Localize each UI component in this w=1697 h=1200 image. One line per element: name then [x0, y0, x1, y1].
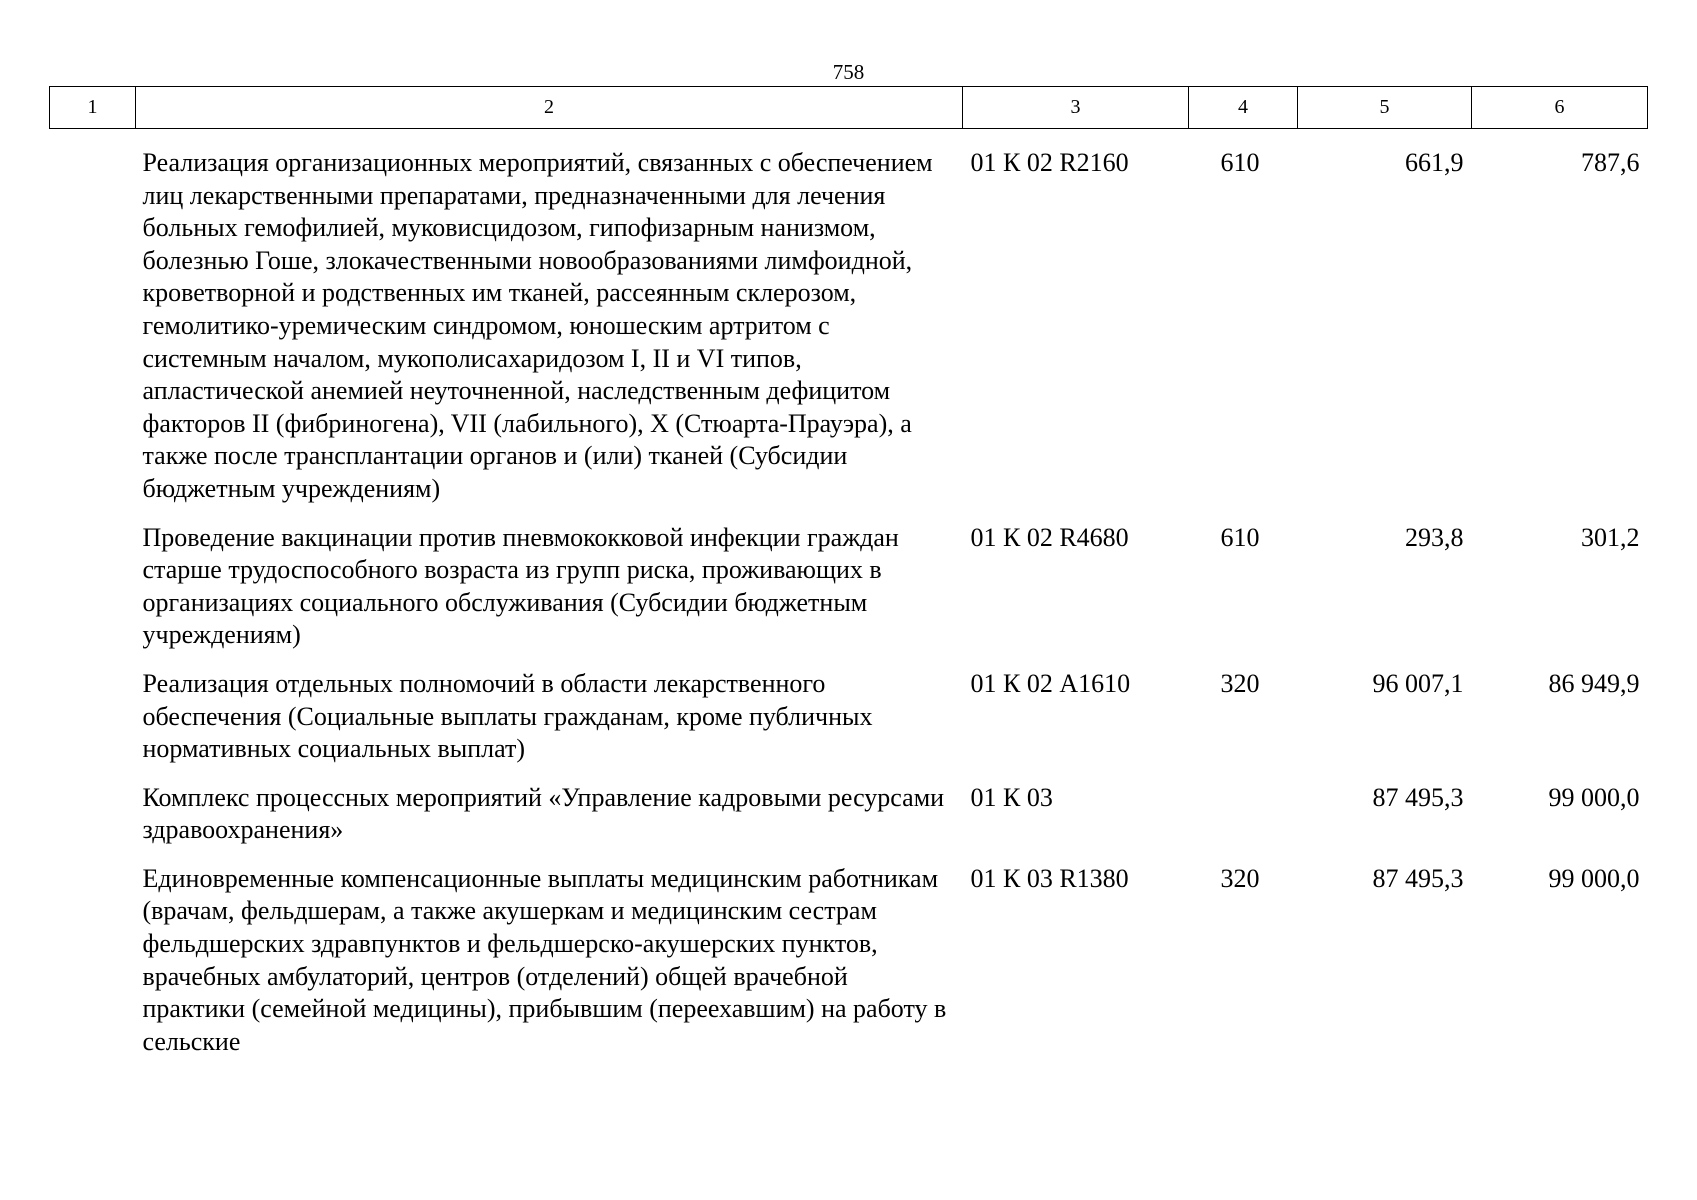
row-value-6: 787,6: [1581, 148, 1640, 177]
row-value-6: 301,2: [1581, 522, 1640, 552]
row-value-6: 99 000,0: [1548, 863, 1640, 893]
table-row: [50, 668, 1648, 782]
empty-cell: [50, 129, 136, 522]
row-value-5: 293,8: [1405, 522, 1464, 552]
row-name: Единовременные компенсационные выплаты медицинским работникам (врачам, фельдшерам, а также акушеркам и медицинским сестрам фельдшерских здравпунктов и фельдшерско-акушерских пунктов, врачебных амбулаторий, центров (отделений) общей врачебной практики (семейной медицины), прибывшим (переехавшим) на работу в сельские: [142, 863, 947, 1056]
table-row: [50, 863, 1648, 1075]
empty-cell: [50, 782, 136, 863]
column-header-3: 3: [963, 87, 1189, 129]
column-header-6: 6: [1472, 87, 1648, 129]
column-header-1: 1: [50, 87, 136, 129]
column-header-4: 4: [1189, 87, 1298, 129]
empty-cell: [50, 522, 136, 668]
row-type: 610: [1220, 522, 1260, 552]
row-name: Реализация организационных мероприятий, связанных с обеспечением лиц лекарственными препаратами, предназначенными для лечения больных гемофилией, муковисцидозом, гипофизарным нанизмом, болезнью Гоше, злокачественными новообразованиями лимфоидной, кроветворной и родственных им тканей, рассеянным склерозом, гемолитико-уремическим синдромом, юношеским артритом с системным началом, мукополисахаридозом I, II и VI типов, апластической анемией неуточненной, наследственным дефицитом факторов II (фибриногена), VII (лабильного), X (Стюарта-Прауэра), а также после трансплантации органов и (или) тканей (Субсидии бюджетным учреждениям): [142, 148, 933, 503]
empty-cell: [50, 668, 136, 782]
column-header-2: 2: [136, 87, 963, 129]
column-header-5: 5: [1298, 87, 1472, 129]
row-type: 320: [1220, 863, 1260, 893]
row-type: 610: [1220, 148, 1260, 177]
header-row: [50, 87, 1648, 129]
budget-table: [49, 86, 1648, 1074]
row-code: 01 К 02 А1610: [970, 668, 1131, 698]
row-value-6: 99 000,0: [1548, 782, 1640, 812]
row-name: Реализация отдельных полномочий в области лекарственного обеспечения (Социальные выплаты гражданам, кроме публичных нормативных социальных выплат): [142, 668, 873, 764]
table-row: [50, 129, 1648, 522]
row-value-5: 661,9: [1405, 148, 1464, 177]
row-name: Комплекс процессных мероприятий «Управление кадровыми ресурсами здравоохранения»: [142, 782, 945, 845]
row-value-5: 96 007,1: [1372, 668, 1464, 698]
row-value-5: 87 495,3: [1372, 863, 1464, 893]
row-value-6: 86 949,9: [1548, 668, 1640, 698]
row-value-5: 87 495,3: [1372, 782, 1464, 812]
row-code: 01 К 02 R2160: [970, 148, 1129, 177]
empty-cell: [50, 863, 136, 1075]
row-code: 01 К 03: [970, 782, 1053, 812]
row-type: [1189, 782, 1298, 863]
page-number: 758: [832, 60, 865, 84]
row-name: Проведение вакцинации против пневмококковой инфекции граждан старше трудоспособного возраста из групп риска, проживающих в организациях социального обслуживания (Субсидии бюджетным учреждениям): [142, 522, 899, 650]
row-code: 01 К 03 R1380: [970, 863, 1129, 893]
row-type: 320: [1220, 668, 1260, 698]
table-row: [50, 522, 1648, 668]
row-code: 01 К 02 R4680: [970, 522, 1129, 552]
table-row: [50, 782, 1648, 863]
